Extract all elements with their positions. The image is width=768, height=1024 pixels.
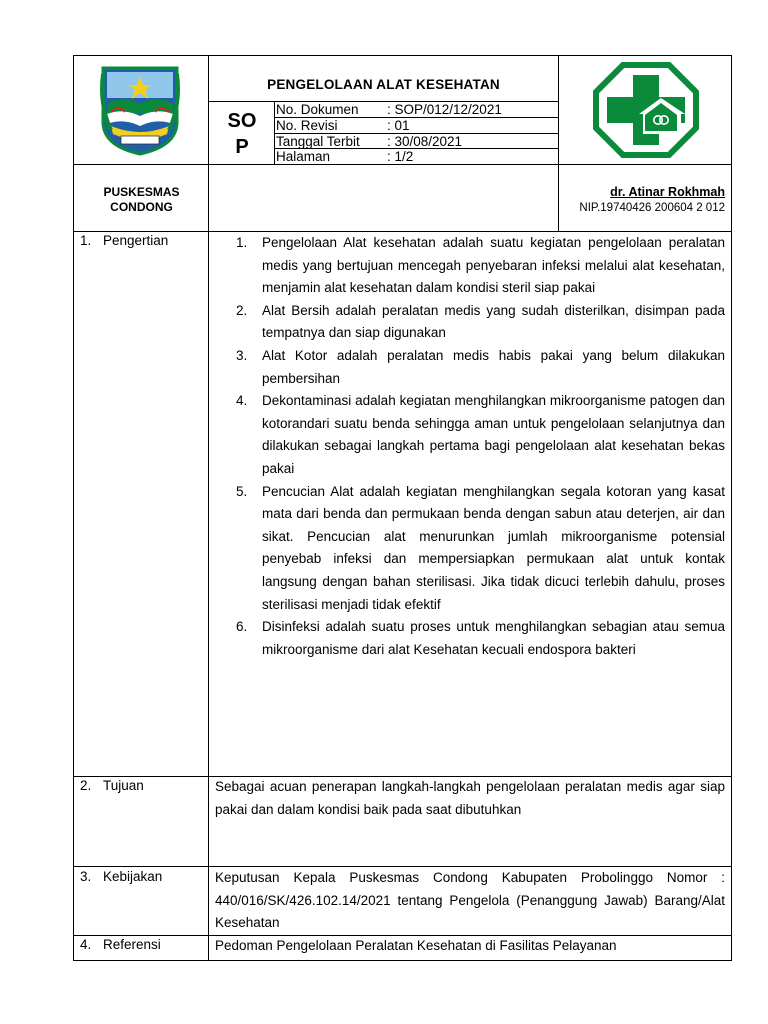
table-border-right bbox=[731, 55, 732, 961]
list-item bbox=[236, 481, 725, 617]
list-item-text: Disinfeksi adalah suatu proses untuk menghilangkan sebagian atau semua mikroorganisme dari alat Kesehatan kecuali endospora bakteri bbox=[262, 619, 725, 657]
section-number: 1. bbox=[80, 233, 92, 248]
signatory-name: dr. Atinar Rokhmah bbox=[610, 185, 725, 199]
list-item bbox=[236, 390, 725, 480]
meta-row-halaman bbox=[276, 149, 413, 164]
list-item bbox=[236, 345, 725, 390]
regency-coat-of-arms-icon bbox=[97, 64, 183, 156]
section-title: Pengertian bbox=[103, 233, 169, 248]
puskesmas-cross-house-logo bbox=[593, 62, 699, 158]
list-item bbox=[236, 300, 725, 345]
tujuan-text: Sebagai acuan penerapan langkah-langkah pengelolaan peralatan medis agar siap pakai dan dalam kondisi baik pada saat dibutuhkan bbox=[215, 779, 725, 817]
meta-value: : 1/2 bbox=[387, 149, 414, 164]
section-number: 4. bbox=[80, 937, 92, 952]
list-item-text: Pengelolaan Alat kesehatan adalah suatu kegiatan pengelolaan peralatan medis yang bertujuan mencegah penyebaran infeksi melalui alat kesehatan, menjamin alat kesehatan dalam kondisi steril siap pakai bbox=[262, 235, 725, 296]
section-label-tujuan bbox=[80, 778, 144, 793]
kebijakan-text: Keputusan Kepala Puskesmas Condong Kabupaten Probolinggo Nomor : 440/016/SK/426.102.14/2021 tentang Pengelola (Penanggung Jawab) Barang/Alat Kesehatan bbox=[215, 870, 725, 931]
list-item-text: Alat Bersih adalah peralatan medis yang sudah disterilkan, disimpan pada tempatnya dan siap digunakan bbox=[262, 302, 725, 341]
meta-row-no-dokumen bbox=[276, 102, 502, 117]
section-title: Kebijakan bbox=[103, 869, 163, 884]
header-row-separator bbox=[73, 164, 732, 165]
list-item-number: 5. bbox=[236, 483, 248, 499]
referensi-text: Pedoman Pengelolaan Peralatan Kesehatan di Fasilitas Pelayanan bbox=[215, 938, 617, 953]
list-item-text: Pencucian Alat adalah kegiatan menghilangkan segala kotoran yang kasat mata dari benda dan permukaan benda dengan sabun atau deterjen, air dan sikat. Pencucian alat menurunkan jumlah mikroorganisme potensial penyebab infeksi dan mempersiapkan permukaan alat untuk kontak langsung dengan bahan sterilisasi. Jika tidak dicuci terlebih dahulu, proses sterilisasi menjadi tidak efektif bbox=[262, 483, 725, 612]
list-item-text: Alat Kotor adalah peralatan medis habis pakai yang belum dilakukan pembersihan bbox=[262, 347, 725, 386]
section-label-referensi bbox=[80, 937, 161, 952]
list-item-number: 1. bbox=[236, 235, 248, 250]
definition-list bbox=[236, 232, 725, 661]
organization-name: PUSKESMAS CONDONG bbox=[103, 185, 180, 214]
section-label-kebijakan bbox=[80, 869, 162, 884]
table-border-left bbox=[73, 55, 74, 961]
section-number: 3. bbox=[80, 869, 92, 884]
meta-key: Halaman bbox=[276, 149, 331, 164]
section-number: 2. bbox=[80, 778, 92, 793]
meta-value: : 01 bbox=[387, 118, 410, 133]
signatory-nip: NIP.19740426 200604 2 012 bbox=[579, 202, 725, 214]
section-title: Referensi bbox=[103, 937, 161, 952]
table-border-top bbox=[73, 55, 732, 56]
list-item-number: 2. bbox=[236, 302, 248, 318]
section-title: Tujuan bbox=[103, 778, 144, 793]
document-title: PENGELOLAAN ALAT KESEHATAN bbox=[267, 77, 500, 92]
list-item bbox=[236, 232, 725, 300]
table-border-bottom bbox=[73, 960, 732, 961]
section-label-pengertian bbox=[80, 233, 168, 248]
header-divider-left bbox=[208, 55, 209, 961]
sop-label: SO P bbox=[227, 110, 257, 158]
meta-value: : 30/08/2021 bbox=[387, 134, 463, 149]
list-item-text: Dekontaminasi adalah kegiatan menghilangkan mikroorganisme patogen dan kotorandari suatu benda sehingga aman untuk pengelolaan selanjutnya dan dilakukan sebagai langkah pertama bagi pengelolaan alat kesehatan bekas pakai bbox=[262, 393, 725, 476]
meta-key: Tanggal Terbit bbox=[276, 134, 360, 149]
meta-row-tanggal-terbit bbox=[276, 134, 462, 149]
list-item-number: 4. bbox=[236, 393, 248, 409]
list-item-number: 3. bbox=[236, 347, 248, 363]
list-item bbox=[236, 616, 725, 661]
meta-key: No. Dokumen bbox=[276, 102, 359, 117]
list-item-number: 6. bbox=[236, 619, 248, 635]
meta-key: No. Revisi bbox=[276, 118, 338, 133]
meta-row-no-revisi bbox=[276, 118, 410, 133]
meta-value: : SOP/012/12/2021 bbox=[387, 102, 502, 117]
